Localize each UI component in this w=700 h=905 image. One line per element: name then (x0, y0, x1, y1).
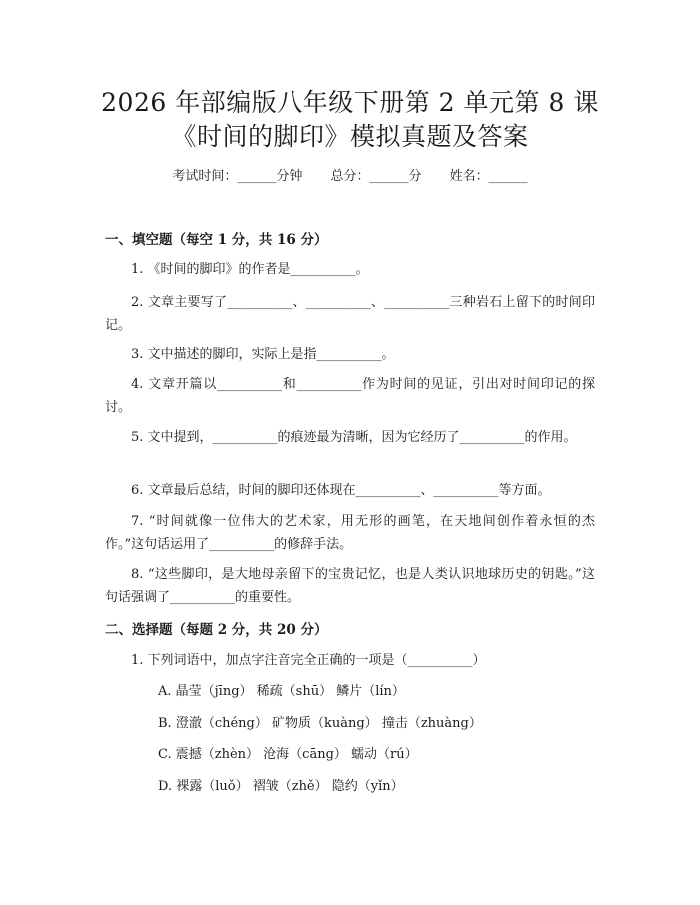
choice-option-d: D. 裸露（luǒ） 褶皱（zhě） 隐约（yǐn） (158, 779, 404, 794)
exam-time-field: 考试时间：______分钟 (172, 169, 303, 184)
total-score-field: 总分：______分 (330, 169, 422, 184)
section-heading-multiple-choice: 二、选择题（每题 2 分，共 20 分） (105, 622, 328, 638)
fill-question-3: 3. 文中描述的脚印，实际上是指__________。 (131, 347, 395, 362)
student-name-field: 姓名：______ (449, 169, 528, 184)
fill-question-6: 6. 文章最后总结，时间的脚印还体现在__________、__________等方面。 (131, 483, 551, 498)
fill-question-5: 5. 文中提到，__________的痕迹最为清晰，因为它经历了__________的作用。 (131, 430, 577, 445)
section-heading-fill-blank: 一、填空题（每空 1 分，共 16 分） (105, 232, 328, 248)
title-line-2: 《时间的脚印》模拟真题及答案 (171, 122, 529, 151)
choice-option-a: A. 晶莹（jīng） 稀疏（shū） 鳞片（lín） (158, 684, 405, 699)
choice-option-c: C. 震撼（zhèn） 沧海（cāng） 蠕动（rú） (158, 747, 418, 762)
fill-question-8: 8. “这些脚印，是大地母亲留下的宝贵记忆，也是人类认识地球历史的钥匙。”这句话强调了__________的重要性。 (105, 567, 596, 605)
fill-question-7: 7. “时间就像一位伟大的艺术家，用无形的画笔，在天地间创作着永恒的杰作。”这句话运用了__________的修辞手法。 (105, 514, 595, 552)
title-line-1: 2026 年部编版八年级下册第 2 单元第 8 课 (101, 88, 599, 117)
fill-question-1: 1. 《时间的脚印》的作者是__________。 (131, 262, 369, 277)
choice-option-b: B. 澄澈（chéng） 矿物质（kuàng） 撞击（zhuàng） (158, 716, 482, 731)
fill-question-4: 4. 文章开篇以__________和__________作为时间的见证，引出对时间印记的探讨。 (105, 377, 595, 415)
choice-question-1: 1. 下列词语中，加点字注音完全正确的一项是（__________） (131, 653, 486, 668)
exam-info-row (0, 168, 700, 186)
fill-question-2: 2. 文章主要写了__________、__________、__________三种岩石上留下的时间印记。 (105, 295, 595, 333)
